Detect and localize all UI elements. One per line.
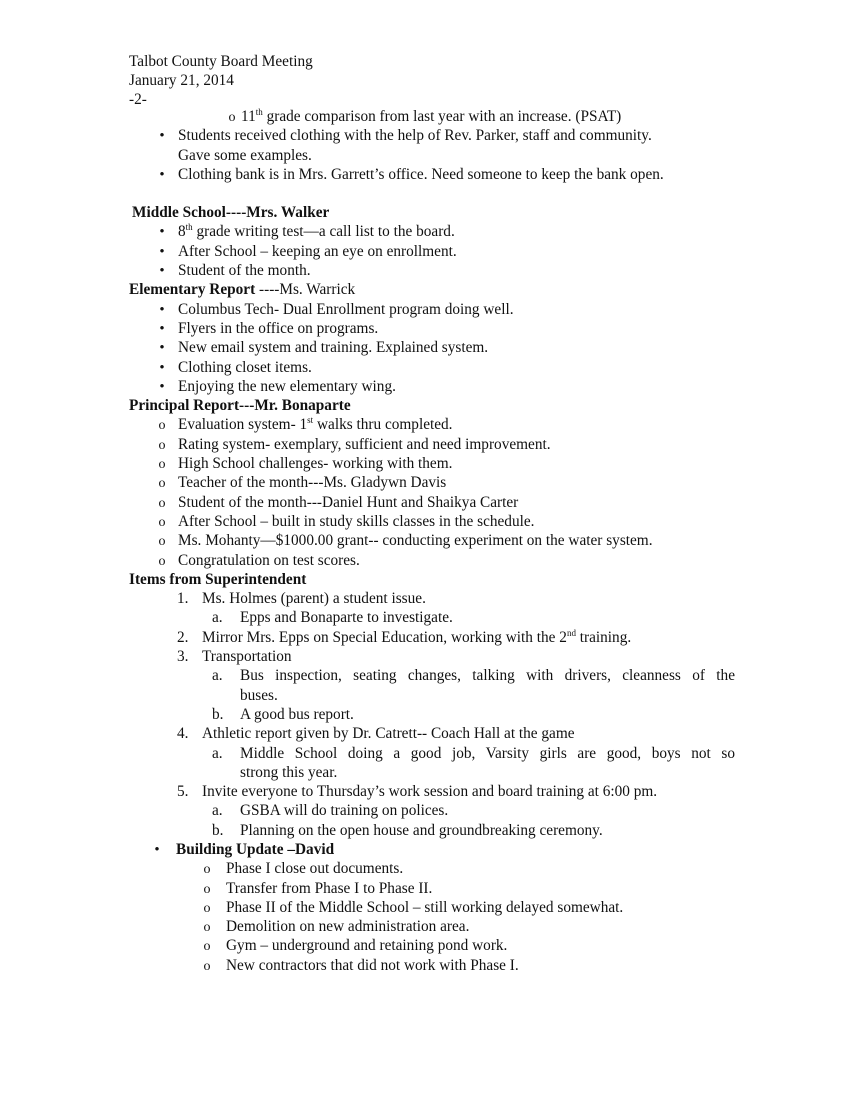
numbered-item — [0, 821, 850, 840]
list-item-text: New email system and training. Explained system. — [178, 339, 489, 357]
bullet-icon — [152, 377, 172, 397]
list-item — [0, 956, 850, 975]
numbered-item — [0, 608, 850, 627]
list-item-text: After School – built in study skills classes in the schedule. — [178, 512, 535, 530]
bullet-icon — [152, 242, 172, 262]
circle-bullet-icon — [197, 936, 217, 956]
bullet-icon — [152, 358, 172, 378]
list-item — [0, 261, 850, 280]
list-item — [0, 531, 850, 550]
heading-bold: Elementary Report — [129, 281, 259, 299]
circle-bullet-icon — [152, 512, 172, 532]
list-item — [0, 107, 850, 126]
circle-bullet-icon — [152, 435, 172, 455]
list-marker: 3. — [177, 648, 189, 666]
list-item — [0, 512, 850, 531]
numbered-item — [0, 666, 850, 685]
text-part: 8 — [178, 223, 186, 241]
list-item-text: Bus inspection, seating changes, talking with drivers, cleanness of the — [240, 667, 735, 685]
bullet-icon — [152, 300, 172, 320]
list-item-text: Clothing closet items. — [178, 358, 312, 376]
list-marker: 1. — [177, 590, 189, 608]
list-item — [0, 242, 850, 261]
list-item-continuation — [0, 763, 850, 782]
circle-bullet-icon — [197, 898, 217, 918]
text-part: Evaluation system- 1 — [178, 416, 308, 434]
list-item — [0, 319, 850, 338]
section-heading — [0, 280, 850, 299]
list-item-text — [202, 628, 631, 647]
circle-bullet-icon — [222, 107, 242, 127]
list-item-text: Demolition on new administration area. — [226, 918, 470, 936]
list-item-text: Columbus Tech- Dual Enrollment program doing well. — [178, 300, 514, 318]
numbered-item — [0, 628, 850, 647]
list-item-text: Transfer from Phase I to Phase II. — [226, 879, 433, 897]
document-header — [129, 52, 313, 109]
list-item-text: Middle School doing a good job, Varsity girls are good, boys not so — [240, 744, 735, 762]
list-item-text: Enjoying the new elementary wing. — [178, 377, 396, 395]
bullet-icon — [152, 165, 172, 185]
list-item-text: A good bus report. — [240, 705, 354, 723]
section-heading-text — [132, 203, 329, 222]
list-item — [0, 435, 850, 454]
list-marker: 5. — [177, 783, 189, 801]
section-heading-text — [129, 570, 306, 589]
list-item — [0, 338, 850, 357]
text-part: grade writing test—a call list to the board. — [192, 223, 455, 241]
circle-bullet-icon — [197, 917, 217, 937]
list-item-text: Phase II of the Middle School – still working delayed somewhat. — [226, 898, 624, 916]
bullet-icon — [152, 126, 172, 146]
section-heading-text — [129, 396, 351, 415]
list-item — [0, 126, 850, 145]
text-part: grade comparison from last year with an increase. (PSAT) — [262, 108, 622, 125]
list-item-text — [178, 222, 455, 241]
circle-bullet-icon — [152, 473, 172, 493]
bullet-icon — [152, 261, 172, 281]
list-item-text: buses. — [240, 686, 278, 704]
bullet-icon — [147, 840, 167, 860]
numbered-item — [0, 647, 850, 666]
list-item — [0, 415, 850, 434]
heading-bold: Middle School----Mrs. Walker — [132, 204, 330, 222]
list-item — [0, 493, 850, 512]
numbered-item — [0, 744, 850, 763]
list-item — [0, 377, 850, 396]
list-item-text: New contractors that did not work with Phase I. — [226, 956, 519, 974]
heading-bold: Items from Superintendent — [129, 570, 307, 588]
list-item-text: Rating system- exemplary, sufficient and need improvement. — [178, 435, 551, 453]
list-item-text: After School – keeping an eye on enrollment. — [178, 242, 457, 260]
list-item-text: Athletic report given by Dr. Catrett-- Coach Hall at the game — [202, 725, 575, 743]
list-item-text: Clothing bank is in Mrs. Garrett’s office. Need someone to keep the bank open. — [178, 165, 664, 183]
circle-bullet-icon — [152, 531, 172, 551]
meeting-title: Talbot County Board Meeting — [129, 53, 313, 70]
section-heading — [0, 840, 850, 859]
list-item-text: High School challenges- working with them. — [178, 455, 453, 473]
list-item-text: Student of the month---Daniel Hunt and Shaikya Carter — [178, 493, 519, 511]
text-part: training. — [575, 628, 632, 646]
section-heading — [0, 203, 850, 222]
heading-bold: Principal Report---Mr. Bonaparte — [129, 397, 351, 415]
list-item-text: Flyers in the office on programs. — [178, 319, 379, 337]
list-item-text: Invite everyone to Thursday’s work session and board training at 6:00 pm. — [202, 783, 658, 801]
list-item-text: Phase I close out documents. — [226, 860, 404, 878]
list-item-text: Student of the month. — [178, 262, 311, 280]
list-item — [0, 165, 850, 184]
ordinal-suffix: st — [307, 415, 314, 426]
list-item-text: Congratulation on test scores. — [178, 551, 360, 569]
text-part: walks thru completed. — [313, 416, 453, 434]
list-marker: a. — [212, 667, 223, 685]
text-part: 11 — [241, 108, 256, 125]
circle-bullet-icon — [152, 493, 172, 513]
numbered-item — [0, 782, 850, 801]
list-item — [0, 473, 850, 492]
list-item-text: Gave some examples. — [178, 146, 312, 164]
list-item — [0, 898, 850, 917]
list-marker: b. — [212, 821, 224, 839]
numbered-item — [0, 705, 850, 724]
list-item-continuation — [0, 146, 850, 165]
list-item — [0, 859, 850, 878]
list-marker: b. — [212, 705, 224, 723]
page-number: -2- — [129, 91, 147, 108]
ordinal-suffix: th — [255, 106, 263, 117]
list-item-text: Ms. Mohanty—$1000.00 grant-- conducting experiment on the water system. — [178, 532, 653, 550]
list-item-text: Students received clothing with the help of Rev. Parker, staff and community. — [178, 127, 652, 145]
section-heading-text — [129, 280, 355, 299]
spacer — [0, 184, 850, 203]
list-item — [0, 300, 850, 319]
section-heading — [0, 570, 850, 589]
list-marker: a. — [212, 744, 223, 762]
list-marker: a. — [212, 609, 223, 627]
list-item-text: GSBA will do training on polices. — [240, 802, 449, 820]
list-item-text — [178, 415, 453, 434]
list-item-text: Epps and Bonaparte to investigate. — [240, 609, 453, 627]
ordinal-suffix: nd — [566, 627, 576, 638]
meeting-date: January 21, 2014 — [129, 72, 234, 89]
bullet-icon — [152, 338, 172, 358]
list-item — [0, 936, 850, 955]
text-part: Mirror Mrs. Epps on Special Education, working with the 2 — [202, 628, 567, 646]
list-marker: 4. — [177, 725, 189, 743]
circle-bullet-icon — [152, 415, 172, 435]
list-item-text: Gym – underground and retaining pond work. — [226, 937, 508, 955]
list-item-text: Ms. Holmes (parent) a student issue. — [202, 590, 426, 608]
circle-bullet-icon — [197, 879, 217, 899]
list-item-continuation — [0, 686, 850, 705]
list-item — [0, 358, 850, 377]
section-heading — [0, 396, 850, 415]
list-item — [0, 551, 850, 570]
list-marker: a. — [212, 802, 223, 820]
list-item-text: Building Update –David — [176, 840, 335, 858]
list-item-text: strong this year. — [240, 763, 338, 781]
numbered-item — [0, 801, 850, 820]
circle-bullet-icon — [197, 956, 217, 976]
list-item-text: Teacher of the month---Ms. Gladywn Davis — [178, 474, 447, 492]
list-item — [0, 879, 850, 898]
numbered-item — [0, 589, 850, 608]
list-item — [0, 454, 850, 473]
circle-bullet-icon — [197, 859, 217, 879]
bullet-icon — [152, 222, 172, 242]
bullet-icon — [152, 319, 172, 339]
list-item — [0, 917, 850, 936]
list-item-text — [241, 107, 621, 126]
ordinal-suffix: th — [185, 222, 193, 233]
numbered-item — [0, 724, 850, 743]
circle-bullet-icon — [152, 551, 172, 571]
list-item — [0, 222, 850, 241]
circle-bullet-icon — [152, 454, 172, 474]
list-item-text: Planning on the open house and groundbreaking ceremony. — [240, 821, 603, 839]
heading-plain: ----Ms. Warrick — [259, 281, 356, 299]
list-item-text: Transportation — [202, 648, 292, 666]
minutes-body — [0, 107, 850, 975]
list-marker: 2. — [177, 628, 189, 646]
